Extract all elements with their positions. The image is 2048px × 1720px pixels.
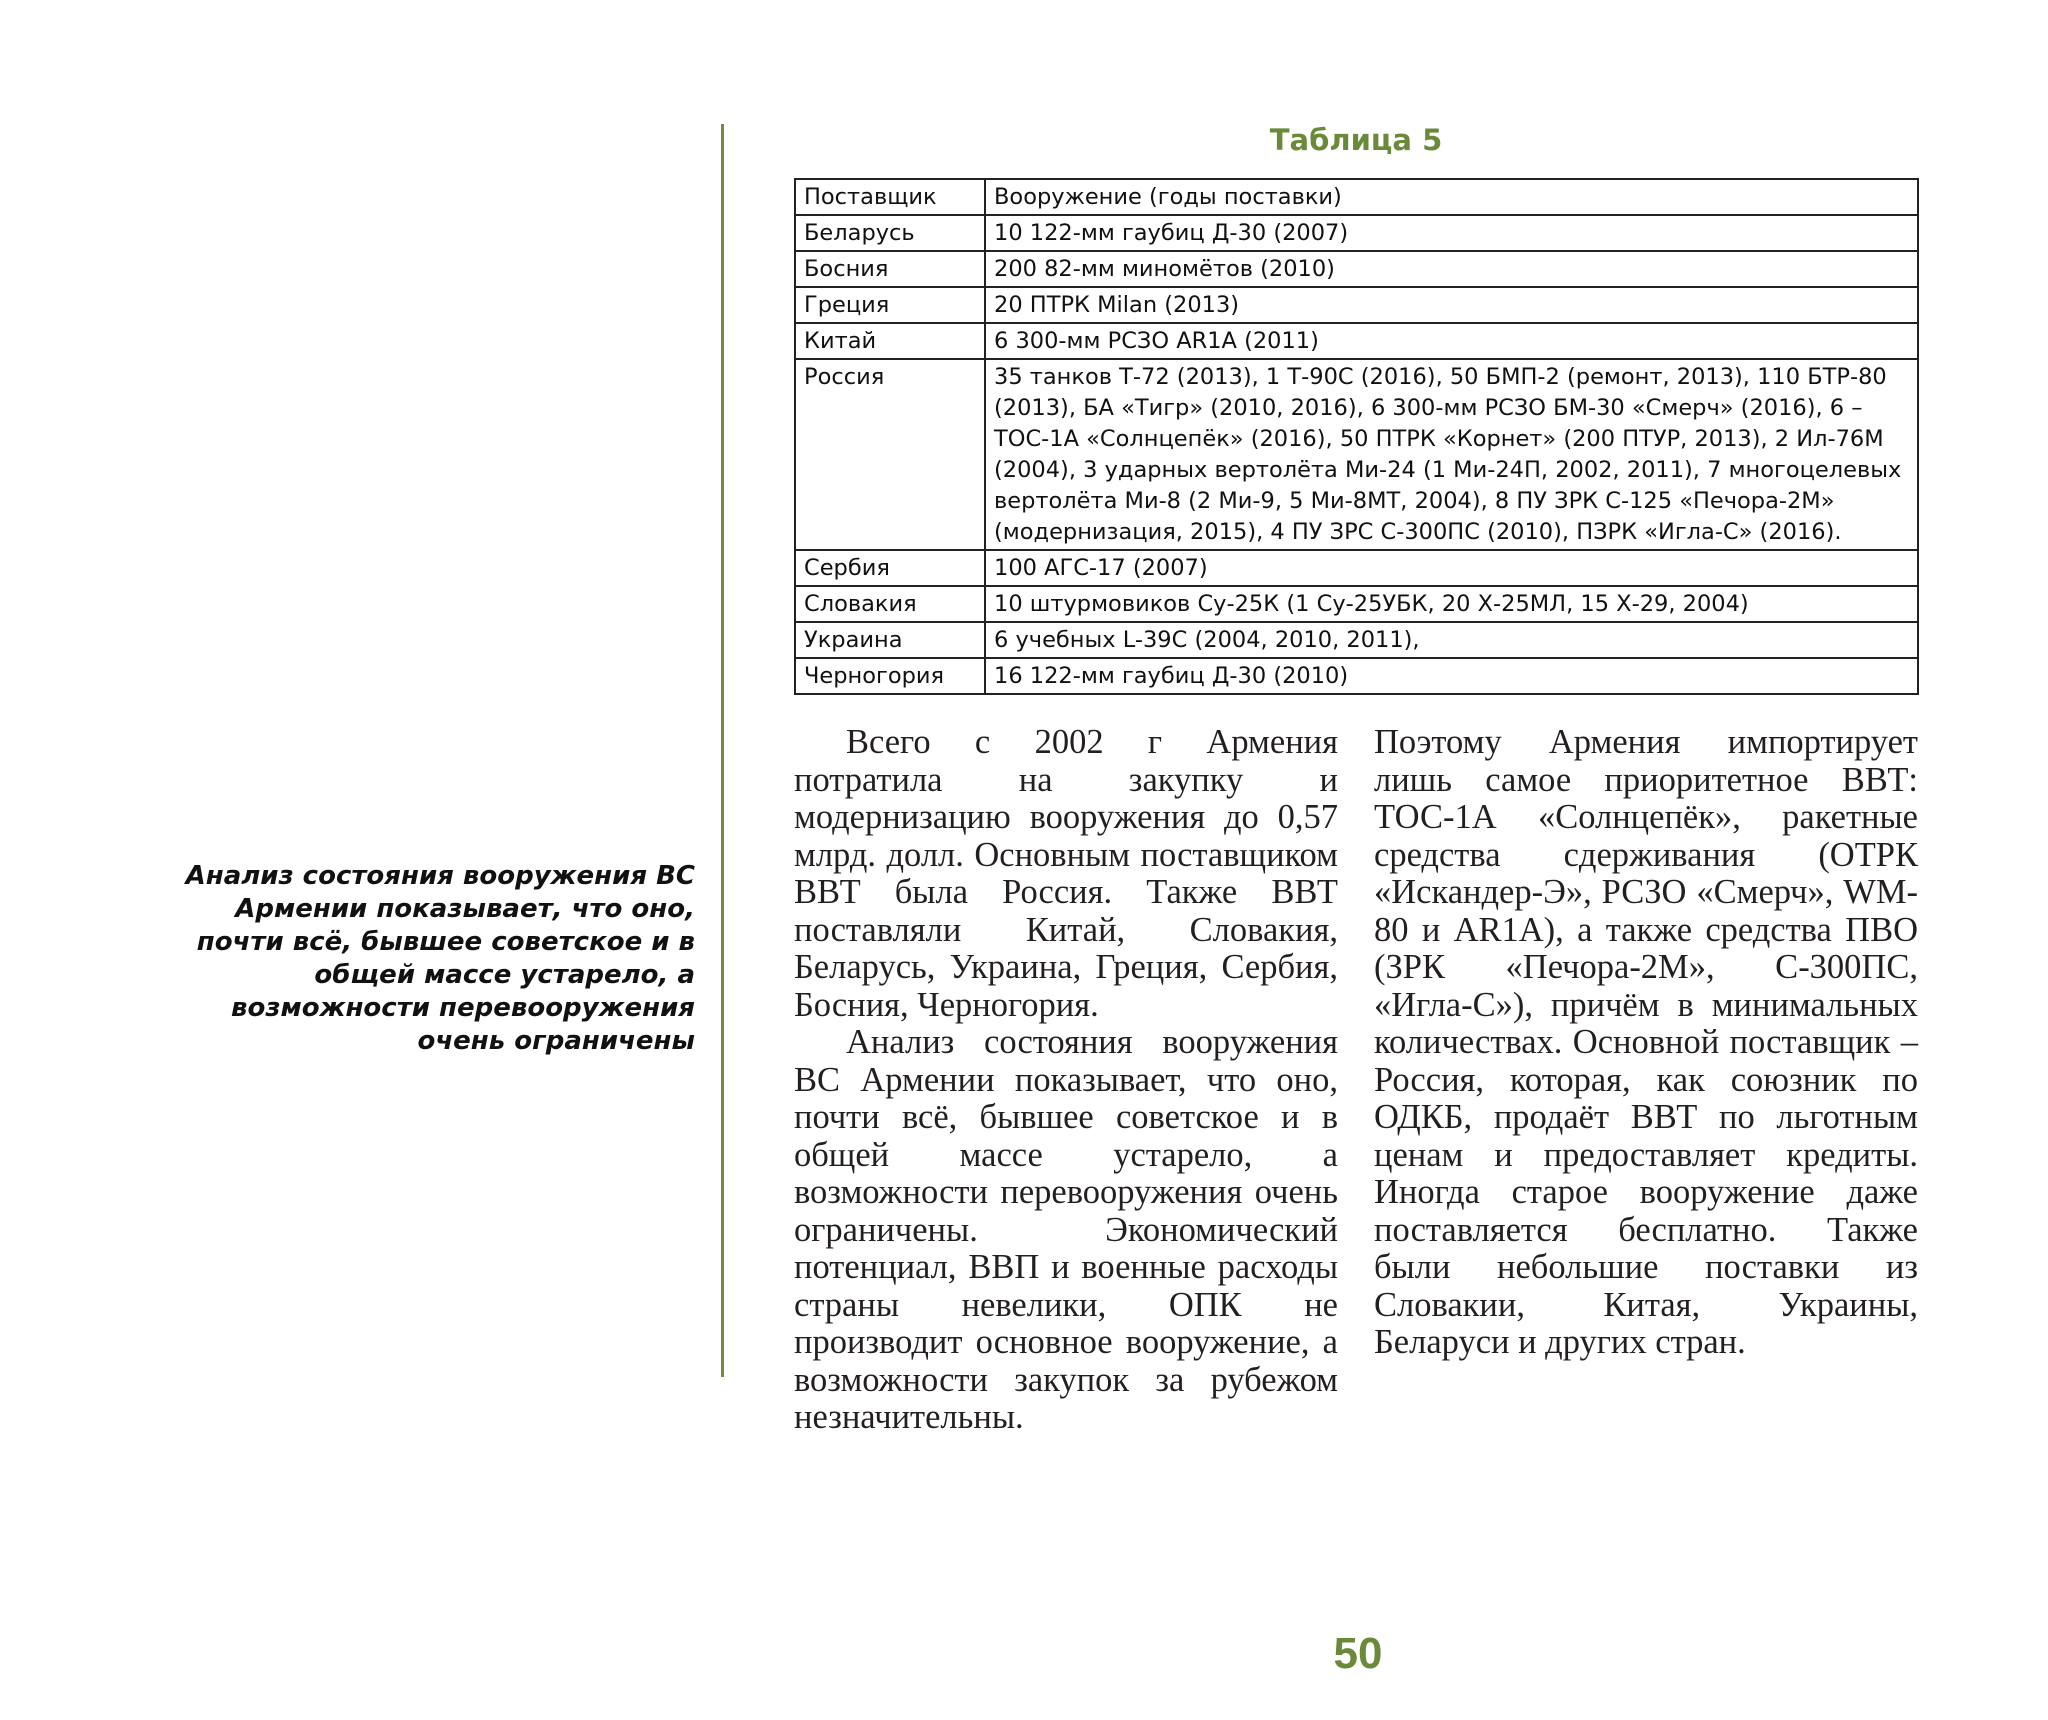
weapons-cell: 100 АГС-17 (2007) [985, 550, 1918, 586]
body-column-right [1374, 724, 1918, 1362]
table-header-row [795, 179, 1918, 215]
supplier-cell: Сербия [795, 550, 985, 586]
weapons-cell: 6 учебных L-39С (2004, 2010, 2011), [985, 622, 1918, 658]
header-cell-supplier: Поставщик [795, 179, 985, 215]
header-cell-weapons: Вооружение (годы поставки) [985, 179, 1918, 215]
arms-supply-table [794, 178, 1919, 695]
weapons-cell: 10 122-мм гаубиц Д-30 (2007) [985, 215, 1918, 251]
supplier-cell: Китай [795, 323, 985, 359]
weapons-cell: 200 82-мм миномётов (2010) [985, 251, 1918, 287]
margin-pull-quote: Анализ состояния вооружения ВС Армении показывает, что оно, почти всё, бывшее советское и в общей массе устарело, а возможности перевооружения очень ограничены [185, 861, 695, 1056]
table-title: Таблица 5 [1269, 123, 1443, 157]
weapons-cell: 16 122-мм гаубиц Д-30 (2010) [985, 658, 1918, 694]
weapons-cell: 6 300-мм РСЗО AR1A (2011) [985, 323, 1918, 359]
table-row [795, 287, 1918, 323]
table-row [795, 251, 1918, 287]
supplier-cell: Черногория [795, 658, 985, 694]
page-number: 50 [1333, 1629, 1383, 1678]
body-paragraph: Поэтому Армения импортирует лишь самое приоритетное ВВТ: ТОС-1А «Солнцепёк», ракетные средства сдерживания (ОТРК «Искандер-Э», РСЗО «Смерч», WM-80 и AR1A), а также средства ПВО (ЗРК «Печора-2М», С-300ПС, «Игла-С»), причём в минимальных количествах. Основной поставщик – Россия, которая, как союзник по ОДКБ, продаёт ВВТ по льготным ценам и предоставляет кредиты. Иногда старое вооружение даже поставляется бесплатно. Также были небольшие поставки из Словакии, Китая, Украины, Беларуси и других стран. [1374, 723, 1918, 1361]
weapons-cell: 35 танков Т-72 (2013), 1 Т-90С (2016), 50 БМП-2 (ремонт, 2013), 110 БТР-80 (2013), БА «Тигр» (2010, 2016), 6 300-мм РСЗО БМ-30 «Смерч» (2016), 6 – ТОС-1А «Солнцепёк» (2016), 50 ПТРК «Корнет» (200 ПТУР, 2013), 2 Ил-76М (2004), 3 ударных вертолёта Ми-24 (1 Ми-24П, 2002, 2011), 7 многоцелевых вертолёта Ми-8 (2 Ми-9, 5 Ми-8МТ, 2004), 8 ПУ ЗРК С-125 «Печора-2М» (модернизация, 2015), 4 ПУ ЗРС С-300ПС (2010), ПЗРК «Игла-С» (2016). [985, 359, 1918, 550]
body-paragraph: Анализ состояния вооружения ВС Армении показывает, что оно, почти всё, бывшее советское и в общей массе устарело, а возможности перевооружения очень ограничены. Экономический потенциал, ВВП и военные расходы страны невелики, ОПК не производит основное вооружение, а возможности закупок за рубежом незначительны. [794, 1023, 1338, 1436]
table-row [795, 359, 1918, 550]
supplier-cell: Беларусь [795, 215, 985, 251]
supplier-cell: Украина [795, 622, 985, 658]
table-row [795, 586, 1918, 622]
supplier-cell: Словакия [795, 586, 985, 622]
body-paragraph: Всего с 2002 г Армения потратила на закупку и модернизацию вооружения до 0,57 млрд. долл. Основным поставщиком ВВТ была Россия. Также ВВТ поставляли Китай, Словакия, Беларусь, Украина, Греция, Сербия, Босния, Черногория. [794, 723, 1338, 1024]
table-row [795, 622, 1918, 658]
supplier-cell: Греция [795, 287, 985, 323]
weapons-cell: 10 штурмовиков Су-25К (1 Су-25УБК, 20 Х-25МЛ, 15 Х-29, 2004) [985, 586, 1918, 622]
margin-divider-rule [721, 124, 724, 1377]
table-row [795, 550, 1918, 586]
table-row [795, 323, 1918, 359]
body-column-left [794, 724, 1338, 1437]
table-row [795, 658, 1918, 694]
weapons-cell: 20 ПТРК Milan (2013) [985, 287, 1918, 323]
table-row [795, 215, 1918, 251]
supplier-cell: Россия [795, 359, 985, 550]
supplier-cell: Босния [795, 251, 985, 287]
